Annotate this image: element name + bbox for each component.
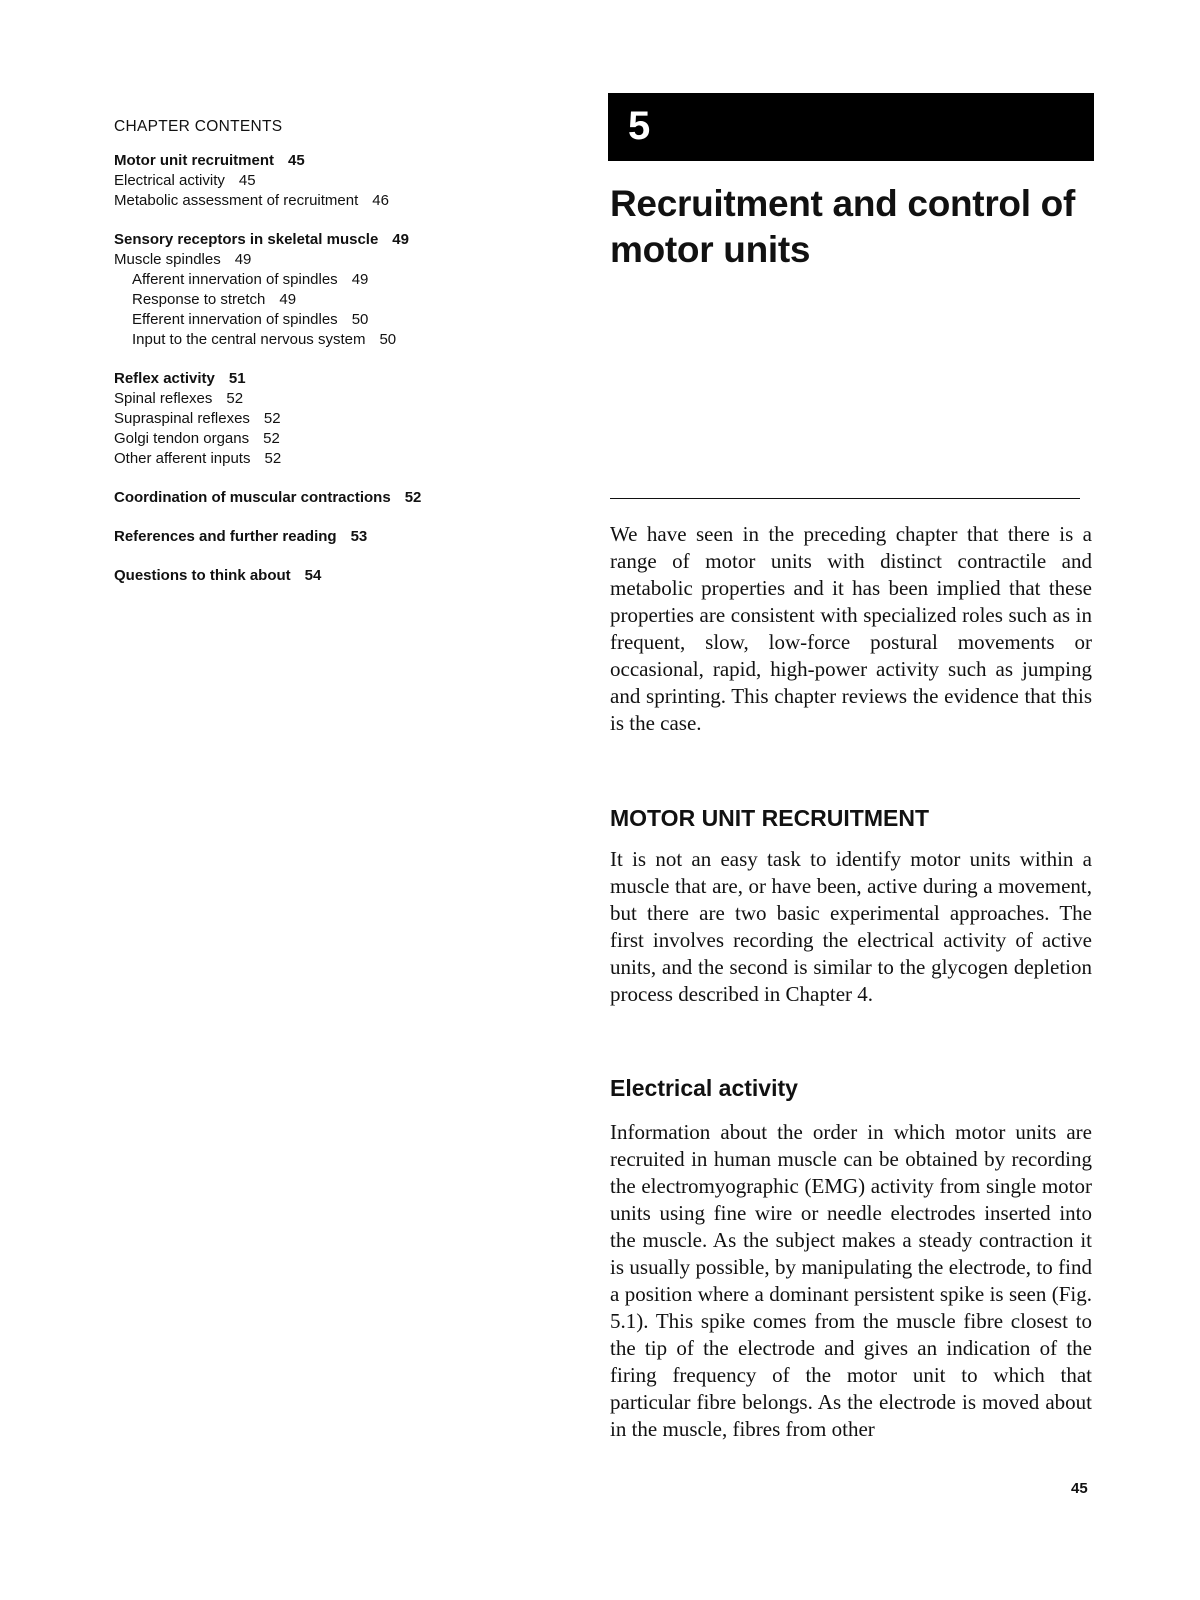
electrical-activity-text: Information about the order in which motor units are recruited in human muscle can be obtained by recording the electromyographic (EMG) activity from single motor units using fine wire or needle electrodes inserted into the muscle. As the subject makes a steady contraction it is usually possible, by manipulating the electrode, to find a position where a dominant persistent spike is seen (Fig. 5.1). This spike comes from the muscle fibre closest to the tip of the electrode and gives an indication of the firing frequency of the motor unit to which that particular fibre belongs. As the electrode is moved about in the muscle, fibres from other — [610, 1120, 1092, 1441]
toc-entry-page: 51 — [228, 370, 246, 387]
toc-entry-title: Sensory receptors in skeletal muscle — [114, 231, 379, 248]
toc-entry-title: Metabolic assessment of recruitment — [114, 192, 359, 209]
toc-section — [114, 488, 514, 508]
toc-entry-page: 50 — [379, 331, 397, 348]
toc-entry-page: 52 — [404, 489, 422, 506]
toc-entry-page: 49 — [234, 251, 252, 268]
toc-entry-title: Golgi tendon organs — [114, 430, 250, 447]
toc-section — [114, 369, 514, 469]
toc-entry-main — [114, 369, 514, 389]
electrical-activity-body — [610, 1119, 1092, 1443]
chapter-contents-heading: CHAPTER CONTENTS — [114, 118, 283, 135]
toc-entry-title: Response to stretch — [132, 291, 266, 308]
toc-section — [114, 151, 514, 211]
page-number: 45 — [1071, 1480, 1088, 1497]
toc-entry-sub — [114, 250, 514, 270]
toc-entry-page: 53 — [350, 528, 368, 545]
toc-entry-page: 49 — [351, 271, 369, 288]
toc-entry-sub — [114, 389, 514, 409]
chapter-number: 5 — [628, 104, 651, 148]
toc-entry-page: 46 — [372, 192, 389, 209]
toc-sections — [114, 151, 514, 586]
toc-entry-sub — [114, 171, 514, 191]
toc-entry-page: 52 — [263, 410, 281, 427]
toc-entry-main — [114, 527, 514, 547]
toc-entry-title: Spinal reflexes — [114, 390, 213, 407]
toc-entry-main — [114, 151, 514, 171]
toc-entry-title: Muscle spindles — [114, 251, 221, 268]
toc-entry-page: 54 — [304, 567, 322, 584]
toc-entry-sub — [114, 290, 514, 310]
toc-entry-page: 52 — [226, 390, 244, 407]
intro-text: We have seen in the preceding chapter that there is a range of motor units with distinct contractile and metabolic properties and it has been implied that these properties are consistent with specialized roles such as in frequent, slow, low-force postural movements or occasional, rapid, high-power activity such as jumping and sprinting. This chapter reviews the evidence that this is the case. — [610, 522, 1092, 735]
toc-entry-main — [114, 230, 514, 250]
toc-entry-sub — [114, 429, 514, 449]
toc-entry-page: 52 — [263, 430, 280, 447]
toc-entry-page: 45 — [238, 172, 256, 189]
toc-entry-sub — [114, 449, 514, 469]
chapter-number-box — [608, 93, 1094, 161]
toc-entry-sub — [114, 310, 514, 330]
toc-entry-page: 50 — [351, 311, 369, 328]
toc-entry-page: 49 — [392, 231, 409, 248]
toc-entry-main — [114, 566, 514, 586]
toc-entry-title: Coordination of muscular contractions — [114, 489, 391, 506]
intro-paragraph — [610, 521, 1092, 737]
toc-entry-page: 45 — [288, 152, 305, 169]
toc-entry-main — [114, 488, 514, 508]
toc-entry-sub — [114, 330, 514, 350]
motor-unit-recruitment-body — [610, 846, 1092, 1008]
toc-entry-sub — [114, 191, 514, 211]
chapter-title: Recruitment and control of motor units — [610, 183, 1075, 270]
toc-section — [114, 230, 514, 350]
toc-section — [114, 527, 514, 547]
toc-section — [114, 566, 514, 586]
subsection-heading-electrical-activity: Electrical activity — [610, 1075, 798, 1101]
chapter-contents — [114, 117, 514, 605]
toc-entry-sub — [114, 409, 514, 429]
toc-entry-sub — [114, 270, 514, 290]
toc-entry-title: Other afferent inputs — [114, 450, 251, 467]
toc-entry-page: 49 — [279, 291, 297, 308]
title-divider — [610, 498, 1080, 499]
toc-entry-title: Motor unit recruitment — [114, 152, 274, 169]
section-heading-motor-unit-recruitment: MOTOR UNIT RECRUITMENT — [610, 805, 930, 831]
toc-entry-title: References and further reading — [114, 528, 337, 545]
toc-entry-title: Questions to think about — [114, 567, 291, 584]
toc-entry-page: 52 — [264, 450, 282, 467]
toc-entry-title: Electrical activity — [114, 172, 225, 189]
motor-unit-recruitment-text: It is not an easy task to identify motor units within a muscle that are, or have been, active during a movement, but there are two basic experimental approaches. The first involves recording the electrical activity of active units, and the second is similar to the glycogen depletion process described in Chapter 4. — [610, 847, 1092, 1006]
toc-entry-title: Efferent innervation of spindles — [132, 311, 338, 328]
toc-entry-title: Reflex activity — [114, 370, 215, 387]
toc-entry-title: Supraspinal reflexes — [114, 410, 250, 427]
toc-entry-title: Afferent innervation of spindles — [132, 271, 338, 288]
toc-entry-title: Input to the central nervous system — [132, 331, 366, 348]
